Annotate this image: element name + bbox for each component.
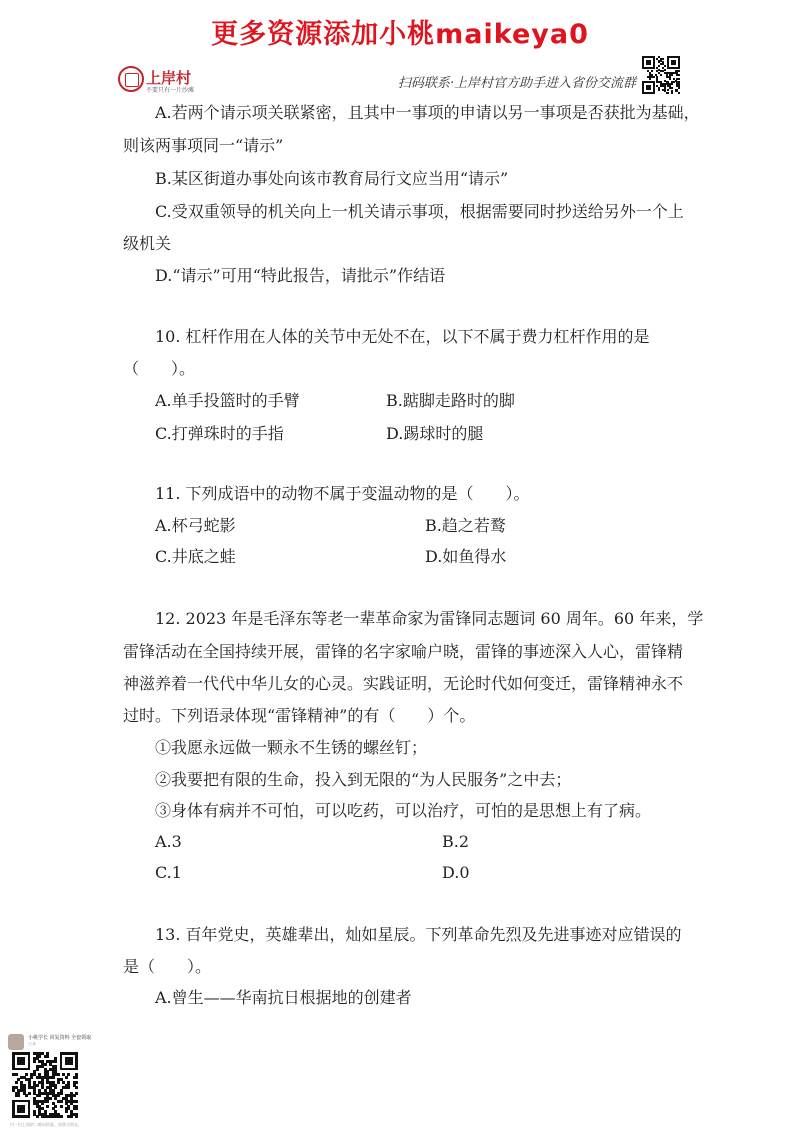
seal-icon [118,66,144,92]
q10-option-c: C.打弹珠时的手指 [155,424,284,443]
qr-module [671,92,673,94]
promo-banner: 更多资源添加小桃maikeya0 [211,19,589,50]
q13-stem-line2: 是（ ）。 [123,957,212,976]
qr-module [28,1092,31,1095]
qr-module [667,89,669,91]
q11-option-a: A.杯弓蛇影 [155,516,236,535]
q12-option-d: D.0 [442,863,470,882]
qr-module [75,1115,78,1118]
qr-module [658,89,660,91]
qr-module [73,1094,76,1097]
q12-stem-line3: 神滋养着一代代中华儿女的心灵。实践证明，无论时代如何变迁，雷锋精神永不 [123,674,684,693]
q12-option-a: A.3 [155,832,182,851]
footer-caption: 扫一扫上面的二维码图案，加我为朋友。 [10,1122,82,1127]
qr-module [671,87,673,89]
qr-module [75,1081,78,1084]
q11-stem: 11. 下列成语中的动物不属于变温动物的是（ ）。 [155,484,530,503]
q11-option-c: C.井底之蛙 [155,547,236,566]
qr-module [54,1105,57,1108]
q12-option-b: B.2 [442,832,470,851]
qr-finder [642,56,655,69]
header-contact-note: 扫码联系·上岸村官方助手进入省份交流群 [397,76,636,91]
q13-option-a: A.曾生——华南抗日根据地的创建者 [155,988,412,1007]
qr-module [75,1100,78,1103]
q9-option-a-line1: A.若两个请示项关联紧密，且其中一事项的申请以另一事项是否获批为基础， [155,103,700,122]
qr-module [671,74,673,76]
footer-account-sub: 公众 [28,1041,36,1046]
qr-module [25,1073,28,1076]
qr-finder [642,81,655,94]
q11-option-b: B.趋之若鹜 [425,516,506,535]
qr-module [44,1063,47,1066]
qr-module [57,1081,60,1084]
q12-stem-line1: 12. 2023 年是毛泽东等老一辈革命家为雷锋同志题词 60 周年。60 年来，学 [155,609,704,628]
qr-module [36,1115,39,1118]
qr-module [673,81,675,83]
q12-stem-line2: 雷锋活动在全国持续开展，雷锋的名字家喻户晓，雷锋的事迹深入人心，雷锋精 [123,642,684,661]
qr-module [54,1060,57,1063]
qr-module [46,1100,49,1103]
footer-qr-code-icon[interactable] [12,1052,78,1118]
qr-code-icon[interactable] [642,56,680,94]
qr-module [70,1115,73,1118]
qr-module [664,65,666,67]
q9-option-a-line2: 则该两事项同一“请示” [123,136,284,155]
q12-option-c: C.1 [155,863,182,882]
qr-module [671,83,673,85]
qr-finder [12,1100,30,1118]
qr-module [60,1105,63,1108]
qr-module [41,1102,44,1105]
qr-module [57,1094,60,1097]
q12-item-2: ②我要把有限的生命，投入到无限的“为人民服务”之中去； [155,770,572,789]
q9-option-c-line1: C.受双重领导的机关向上一机关请示事项，根据需要同时抄送给另外一个上 [155,202,684,221]
q10-option-d: D.踢球时的腿 [386,424,484,443]
qr-module [54,1086,57,1089]
qr-module [678,70,680,72]
qr-module [25,1094,28,1097]
qr-module [60,1100,63,1103]
qr-finder [667,56,680,69]
q9-option-b: B.某区街道办事处向该市教育局行文应当用“请示” [155,169,509,188]
avatar [8,1034,24,1050]
qr-module [653,76,655,78]
q12-stem-line4: 过时。下列语录体现“雷锋精神”的有（ ）个。 [123,706,476,725]
q11-option-d: D.如鱼得水 [425,547,507,566]
qr-module [49,1097,52,1100]
qr-module [75,1107,78,1110]
qr-module [75,1076,78,1079]
q10-stem-line2: （ ）。 [123,359,196,378]
brand-name: 上岸村 [146,69,192,87]
qr-module [65,1076,68,1079]
qr-module [651,70,653,72]
qr-module [662,58,664,60]
qr-module [678,78,680,80]
qr-module [667,92,669,94]
q10-option-b: B.踮脚走路时的脚 [386,391,515,410]
qr-module [30,1076,33,1079]
qr-module [75,1086,78,1089]
qr-module [15,1081,18,1084]
qr-module [649,78,651,80]
qr-module [38,1094,41,1097]
qr-finder [12,1052,30,1070]
brand-slogan: 不要只有一片沙滩 [146,87,195,94]
qr-module [678,74,680,76]
footer-account-name: 小桃学长 回复资料 全套领取 [28,1035,92,1041]
q10-option-a: A.单手投篮时的手臂 [155,391,300,410]
qr-module [46,1055,49,1058]
qr-module [38,1055,41,1058]
q9-option-c-line2: 级机关 [123,234,172,253]
qr-module [678,92,680,94]
q9-option-d: D.“请示”可用“特此报告，请批示”作结语 [155,266,446,285]
qr-module [669,78,671,80]
q12-item-3: ③身体有病并不可怕，可以吃药，可以治疗，可怕的是思想上有了病。 [155,801,652,820]
qr-module [660,74,662,76]
qr-module [678,87,680,89]
qr-module [75,1092,78,1095]
qr-module [65,1110,68,1113]
q13-stem-line1: 13. 百年党史，英雄辈出，灿如星辰。下列革命先烈及先进事迹对应错误的 [155,925,682,944]
qr-module [15,1073,18,1076]
qr-finder [60,1052,78,1070]
qr-module [17,1094,20,1097]
qr-module [67,1073,70,1076]
qr-module [36,1068,39,1071]
qr-module [36,1084,39,1087]
qr-module [46,1105,49,1108]
qr-module [664,69,666,71]
qr-module [57,1073,60,1076]
q10-stem-line1: 10. 杠杆作用在人体的关节中无处不在，以下不属于费力杠杆作用的是 [155,327,650,346]
qr-module [33,1060,36,1063]
qr-module [60,1115,63,1118]
qr-module [52,1076,55,1079]
brand-logo [118,66,268,92]
q12-item-1: ①我愿永远做一颗永不生锈的螺丝钉； [155,738,428,757]
qr-module [658,65,660,67]
qr-module [60,1092,63,1095]
qr-module [67,1086,70,1089]
